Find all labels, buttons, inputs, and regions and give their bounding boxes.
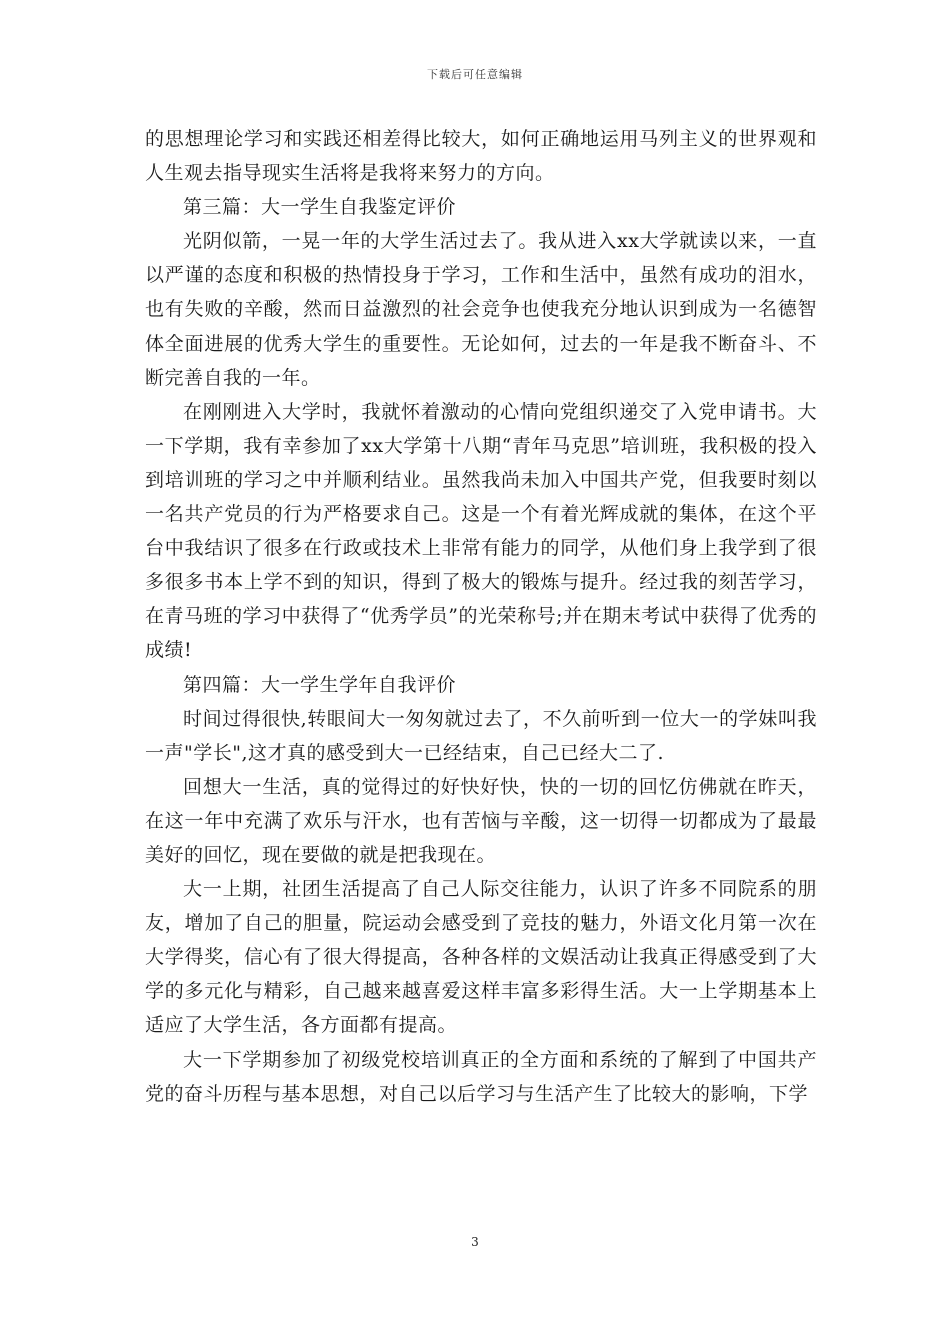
page-header: 下载后可任意编辑: [427, 68, 523, 81]
paragraph: 的思想理论学习和实践还相差得比较大，如何正确地运用马列主义的世界观和人生观去指导现实生活将是我将来努力的方向。: [145, 128, 817, 185]
paragraph: 回想大一生活，真的觉得过的好快好快，快的一切的回忆仿佛就在昨天，在这一年中充满了欢乐与汗水，也有苦恼与辛酸，这一切得一切都成为了最最美好的回忆，现在要做的就是把我现在。: [145, 775, 817, 866]
paragraph: 光阴似箭，一晃一年的大学生活过去了。我从进入xx大学就读以来，一直以严谨的态度和积极的热情投身于学习，工作和生活中，虽然有成功的泪水，也有失败的辛酸，然而日益激烈的社会竞争也使我充分地认识到成为一名德智体全面进展的优秀大学生的重要性。无论如何，过去的一年是我不断奋斗、不断完善自我的一年。: [145, 230, 817, 389]
section-heading: 第四篇：大一学生学年自我评价: [183, 673, 457, 696]
document-body: [145, 122, 817, 1111]
section-heading: 第三篇：大一学生自我鉴定评价: [183, 196, 457, 219]
paragraph: 时间过得很快,转眼间大一匆匆就过去了，不久前听到一位大一的学妹叫我一声"学长",这才真的感受到大一已经结束，自己已经大二了.: [145, 707, 817, 764]
paragraph: 在刚刚进入大学时，我就怀着激动的心情向党组织递交了入党申请书。大一下学期，我有幸参加了xx大学第十八期“青年马克思”培训班，我积极的投入到培训班的学习之中并顺利结业。虽然我尚未加入中国共产党，但我要时刻以一名共产党员的行为严格要求自己。这是一个有着光辉成就的集体，在这个平台中我结识了很多在行政或技术上非常有能力的同学，从他们身上我学到了很多很多书本上学不到的知识，得到了极大的锻炼与提升。经过我的刻苦学习，在青马班的学习中获得了“优秀学员”的光荣称号;并在期末考试中获得了优秀的成绩!: [145, 400, 817, 662]
page-number: 3: [471, 1235, 479, 1249]
paragraph: 大一下学期参加了初级党校培训真正的全方面和系统的了解到了中国共产党的奋斗历程与基本思想，对自己以后学习与生活产生了比较大的影响，下学: [145, 1048, 817, 1105]
paragraph: 大一上期，社团生活提高了自己人际交往能力，认识了许多不同院系的朋友，增加了自己的胆量，院运动会感受到了竞技的魅力，外语文化月第一次在大学得奖，信心有了很大得提高，各种各样的文娱活动让我真正得感受到了大学的多元化与精彩，自己越来越喜爱这样丰富多彩得生活。大一上学期基本上适应了大学生活，各方面都有提高。: [145, 878, 817, 1037]
